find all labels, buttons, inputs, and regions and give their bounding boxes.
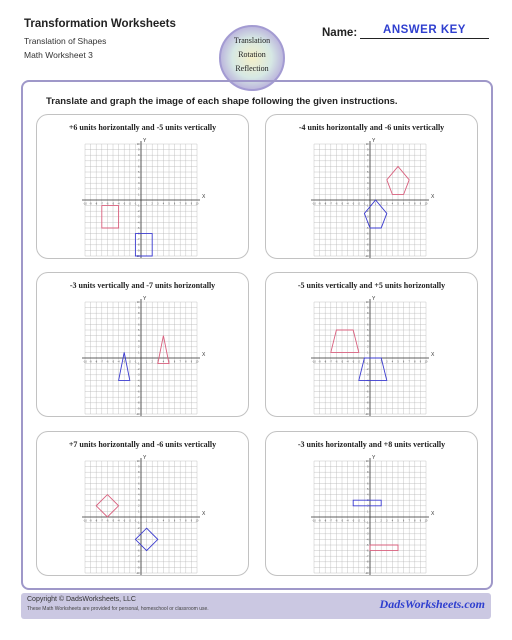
x-tick-label: 4 bbox=[391, 202, 394, 206]
x-tick-label: -4 bbox=[117, 519, 120, 523]
x-tick-label: -9 bbox=[89, 360, 92, 364]
x-tick-label: -4 bbox=[346, 202, 349, 206]
y-tick-label: 2 bbox=[367, 345, 369, 349]
x-tick-label: 5 bbox=[168, 519, 170, 523]
y-axis-label: Y bbox=[143, 138, 147, 144]
x-tick-label: 3 bbox=[157, 202, 159, 206]
x-tick-label: 8 bbox=[185, 519, 187, 523]
x-tick-label: -3 bbox=[123, 360, 126, 364]
problem-card-5 bbox=[36, 431, 249, 576]
y-tick-label: 5 bbox=[367, 487, 369, 491]
y-tick-label: -9 bbox=[366, 566, 369, 570]
y-tick-label: -10 bbox=[136, 254, 140, 258]
x-tick-label: -7 bbox=[329, 519, 332, 523]
x-tick-label: 7 bbox=[179, 202, 181, 206]
problem-label: -3 units horizontally and +8 units vertically bbox=[297, 440, 446, 449]
x-tick-label: 7 bbox=[179, 519, 181, 523]
y-tick-label: -3 bbox=[366, 532, 369, 536]
y-tick-label: 10 bbox=[136, 142, 140, 146]
x-tick-label: 10 bbox=[195, 202, 199, 206]
y-tick-label: 3 bbox=[367, 499, 369, 503]
problem-card-4 bbox=[265, 272, 478, 417]
x-tick-label: -3 bbox=[123, 202, 126, 206]
coordinate-grid bbox=[266, 115, 477, 258]
y-tick-label: -8 bbox=[137, 401, 140, 405]
x-tick-label: 8 bbox=[414, 360, 416, 364]
y-tick-label: -2 bbox=[137, 210, 140, 214]
y-tick-label: 1 bbox=[138, 193, 140, 197]
x-tick-label: 8 bbox=[185, 360, 187, 364]
footer-bar bbox=[21, 593, 491, 619]
y-tick-label: -3 bbox=[137, 373, 140, 377]
x-tick-label: -1 bbox=[363, 202, 366, 206]
x-axis-label: X bbox=[202, 511, 206, 517]
y-tick-label: -5 bbox=[366, 543, 369, 547]
y-tick-label: -5 bbox=[137, 543, 140, 547]
x-tick-label: -8 bbox=[95, 519, 98, 523]
y-tick-label: -8 bbox=[366, 243, 369, 247]
usage-note: These Math Worksheets are provided for personal, homeschool or classroom use. bbox=[27, 606, 209, 612]
x-tick-label: 2 bbox=[151, 202, 153, 206]
answer-key-field: ANSWER KEY bbox=[360, 24, 489, 39]
y-tick-label: 8 bbox=[367, 154, 369, 158]
y-tick-label: -4 bbox=[137, 538, 140, 542]
y-tick-label: -7 bbox=[137, 238, 140, 242]
worksheet-number: Math Worksheet 3 bbox=[24, 50, 93, 60]
x-tick-label: -4 bbox=[346, 519, 349, 523]
x-tick-label: 2 bbox=[380, 202, 382, 206]
x-tick-label: -3 bbox=[352, 519, 355, 523]
worksheet-subtitle: Translation of Shapes bbox=[24, 36, 107, 46]
x-tick-label: -8 bbox=[95, 360, 98, 364]
x-tick-label: -5 bbox=[340, 202, 344, 206]
copyright-text: Copyright © DadsWorksheets, LLC bbox=[27, 596, 136, 603]
y-tick-label: 6 bbox=[138, 165, 140, 169]
x-tick-label: -8 bbox=[324, 360, 327, 364]
y-tick-label: -4 bbox=[137, 221, 140, 225]
x-tick-label: -9 bbox=[89, 519, 92, 523]
y-tick-label: -10 bbox=[136, 412, 140, 416]
x-tick-label: 10 bbox=[424, 202, 428, 206]
y-tick-label: 7 bbox=[138, 476, 140, 480]
x-tick-label: -1 bbox=[134, 360, 137, 364]
x-tick-label: -8 bbox=[324, 202, 327, 206]
x-tick-label: -2 bbox=[357, 360, 360, 364]
y-tick-label: 3 bbox=[138, 182, 140, 186]
y-tick-label: 6 bbox=[367, 323, 369, 327]
x-tick-label: -9 bbox=[318, 360, 321, 364]
y-tick-label: -5 bbox=[366, 226, 369, 230]
logo-line-translation: Translation bbox=[233, 36, 271, 45]
y-tick-label: 4 bbox=[367, 176, 369, 180]
x-tick-label: 7 bbox=[179, 360, 181, 364]
y-tick-label: -2 bbox=[137, 368, 140, 372]
x-tick-label: -6 bbox=[106, 360, 109, 364]
y-tick-label: -9 bbox=[137, 566, 140, 570]
y-tick-label: 8 bbox=[138, 312, 140, 316]
x-tick-label: 5 bbox=[397, 202, 399, 206]
x-tick-label: 6 bbox=[173, 360, 176, 364]
y-tick-label: 4 bbox=[138, 493, 140, 497]
y-tick-label: -7 bbox=[366, 396, 369, 400]
x-tick-label: -10 bbox=[83, 360, 87, 364]
x-tick-label: 8 bbox=[414, 519, 416, 523]
x-tick-label: -5 bbox=[340, 360, 344, 364]
x-tick-label: -2 bbox=[128, 360, 131, 364]
problem-card-6 bbox=[265, 431, 478, 576]
y-tick-label: -8 bbox=[137, 560, 140, 564]
brand-logo: DadsWorksheets.com bbox=[379, 597, 485, 611]
y-tick-label: 3 bbox=[138, 340, 140, 344]
y-tick-label: 8 bbox=[367, 471, 369, 475]
x-tick-label: 5 bbox=[397, 360, 399, 364]
x-tick-label: -10 bbox=[312, 202, 316, 206]
y-tick-label: 1 bbox=[367, 510, 369, 514]
y-tick-label: -1 bbox=[137, 362, 140, 366]
name-label: Name: bbox=[322, 27, 358, 39]
y-tick-label: 5 bbox=[138, 170, 140, 174]
x-axis-label: X bbox=[431, 352, 435, 358]
x-tick-label: -1 bbox=[363, 519, 366, 523]
x-tick-label: 9 bbox=[419, 519, 422, 523]
worksheet-title: Transformation Worksheets bbox=[24, 18, 176, 30]
y-tick-label: 6 bbox=[138, 482, 140, 486]
x-axis-label: X bbox=[431, 194, 435, 200]
y-tick-label: 9 bbox=[367, 306, 369, 310]
x-tick-label: 2 bbox=[380, 519, 382, 523]
logo-line-reflection: Reflection bbox=[235, 64, 269, 73]
original-shape bbox=[370, 545, 398, 551]
y-tick-label: 1 bbox=[138, 351, 140, 355]
y-tick-label: 2 bbox=[138, 504, 140, 508]
x-tick-label: -9 bbox=[318, 519, 321, 523]
x-tick-label: -1 bbox=[134, 519, 137, 523]
y-tick-label: -7 bbox=[137, 396, 140, 400]
y-tick-label: 7 bbox=[367, 317, 369, 321]
y-tick-label: 3 bbox=[367, 182, 369, 186]
y-tick-label: -3 bbox=[366, 373, 369, 377]
y-axis-label: Y bbox=[372, 138, 376, 144]
y-tick-label: -6 bbox=[366, 549, 369, 553]
x-tick-label: 1 bbox=[145, 519, 148, 523]
y-tick-label: -8 bbox=[366, 401, 369, 405]
y-tick-label: -1 bbox=[137, 521, 140, 525]
x-tick-label: 3 bbox=[386, 360, 388, 364]
y-tick-label: 7 bbox=[138, 317, 140, 321]
y-tick-label: 1 bbox=[367, 193, 369, 197]
y-tick-label: 2 bbox=[367, 504, 369, 508]
y-tick-label: 5 bbox=[138, 328, 140, 332]
x-tick-label: -5 bbox=[340, 519, 344, 523]
y-tick-label: -5 bbox=[366, 384, 369, 388]
x-tick-label: 8 bbox=[185, 202, 187, 206]
x-tick-label: -10 bbox=[312, 519, 316, 523]
x-tick-label: -7 bbox=[329, 202, 332, 206]
y-tick-label: 4 bbox=[138, 176, 140, 180]
x-tick-label: -10 bbox=[312, 360, 316, 364]
x-tick-label: -7 bbox=[100, 202, 103, 206]
x-tick-label: -9 bbox=[89, 202, 92, 206]
y-tick-label: -6 bbox=[137, 549, 140, 553]
x-tick-label: 4 bbox=[391, 519, 394, 523]
x-tick-label: 4 bbox=[391, 360, 394, 364]
x-tick-label: 3 bbox=[386, 519, 388, 523]
y-tick-label: 3 bbox=[367, 340, 369, 344]
x-tick-label: 9 bbox=[190, 360, 193, 364]
x-tick-label: 1 bbox=[145, 202, 148, 206]
x-tick-label: -10 bbox=[83, 202, 87, 206]
y-tick-label: 2 bbox=[138, 187, 140, 191]
x-tick-label: 9 bbox=[190, 202, 193, 206]
problem-card-3 bbox=[36, 272, 249, 417]
x-tick-label: 6 bbox=[173, 202, 176, 206]
problem-label: -3 units vertically and -7 units horizontally bbox=[69, 281, 216, 290]
coordinate-grid bbox=[37, 115, 248, 258]
y-tick-label: -7 bbox=[366, 238, 369, 242]
y-tick-label: -3 bbox=[366, 215, 369, 219]
y-tick-label: -4 bbox=[366, 221, 369, 225]
x-tick-label: 6 bbox=[402, 519, 405, 523]
x-tick-label: -5 bbox=[111, 360, 115, 364]
coordinate-grid bbox=[37, 432, 248, 575]
x-tick-label: 6 bbox=[402, 360, 405, 364]
y-tick-label: 9 bbox=[367, 465, 369, 469]
y-tick-label: 10 bbox=[365, 459, 369, 463]
y-axis-label: Y bbox=[143, 296, 147, 302]
y-tick-label: 4 bbox=[367, 493, 369, 497]
x-tick-label: 5 bbox=[168, 360, 170, 364]
coordinate-grid bbox=[266, 273, 477, 416]
y-tick-label: 2 bbox=[138, 345, 140, 349]
x-tick-label: -2 bbox=[128, 519, 131, 523]
y-tick-label: 5 bbox=[367, 170, 369, 174]
x-tick-label: -6 bbox=[335, 519, 338, 523]
x-tick-label: -9 bbox=[318, 202, 321, 206]
x-tick-label: -8 bbox=[95, 202, 98, 206]
y-tick-label: -10 bbox=[365, 571, 369, 575]
y-tick-label: -4 bbox=[366, 538, 369, 542]
x-tick-label: 4 bbox=[162, 519, 165, 523]
y-tick-label: -9 bbox=[366, 249, 369, 253]
y-tick-label: -5 bbox=[137, 226, 140, 230]
y-tick-label: 7 bbox=[138, 159, 140, 163]
x-axis-label: X bbox=[431, 511, 435, 517]
x-tick-label: 10 bbox=[424, 519, 428, 523]
x-tick-label: -7 bbox=[329, 360, 332, 364]
y-tick-label: 10 bbox=[136, 459, 140, 463]
y-tick-label: -8 bbox=[137, 243, 140, 247]
y-tick-label: 8 bbox=[367, 312, 369, 316]
y-tick-label: -4 bbox=[366, 379, 369, 383]
x-tick-label: -3 bbox=[352, 202, 355, 206]
x-tick-label: 1 bbox=[374, 360, 377, 364]
y-tick-label: 1 bbox=[367, 351, 369, 355]
y-tick-label: 8 bbox=[138, 154, 140, 158]
y-tick-label: 9 bbox=[138, 148, 140, 152]
y-tick-label: 7 bbox=[367, 159, 369, 163]
y-tick-label: -1 bbox=[366, 521, 369, 525]
x-tick-label: -4 bbox=[117, 360, 120, 364]
x-tick-label: 7 bbox=[408, 202, 410, 206]
y-tick-label: 6 bbox=[367, 482, 369, 486]
x-tick-label: -3 bbox=[123, 519, 126, 523]
y-tick-label: -2 bbox=[366, 210, 369, 214]
x-tick-label: -7 bbox=[100, 519, 103, 523]
problem-card-2 bbox=[265, 114, 478, 259]
x-tick-label: 8 bbox=[414, 202, 416, 206]
x-tick-label: 9 bbox=[419, 360, 422, 364]
y-tick-label: 10 bbox=[136, 300, 140, 304]
x-tick-label: -5 bbox=[111, 202, 115, 206]
x-tick-label: 3 bbox=[386, 202, 388, 206]
x-tick-label: -6 bbox=[106, 202, 109, 206]
y-tick-label: 9 bbox=[367, 148, 369, 152]
y-tick-label: -2 bbox=[137, 527, 140, 531]
x-tick-label: -5 bbox=[111, 519, 115, 523]
problem-label: +7 units horizontally and -6 units vertically bbox=[68, 440, 217, 449]
y-tick-label: -8 bbox=[366, 560, 369, 564]
x-tick-label: 6 bbox=[402, 202, 405, 206]
logo-line-rotation: Rotation bbox=[238, 50, 266, 59]
y-tick-label: 10 bbox=[365, 142, 369, 146]
y-tick-label: -4 bbox=[137, 379, 140, 383]
y-tick-label: 5 bbox=[138, 487, 140, 491]
y-tick-label: -1 bbox=[366, 204, 369, 208]
y-tick-label: -10 bbox=[365, 412, 369, 416]
x-tick-label: -4 bbox=[117, 202, 120, 206]
x-tick-label: 1 bbox=[374, 519, 377, 523]
y-tick-label: -3 bbox=[137, 532, 140, 536]
x-tick-label: 7 bbox=[408, 360, 410, 364]
y-axis-label: Y bbox=[372, 296, 376, 302]
y-tick-label: -6 bbox=[366, 232, 369, 236]
y-tick-label: 4 bbox=[367, 334, 369, 338]
x-tick-label: -10 bbox=[83, 519, 87, 523]
x-tick-label: 10 bbox=[424, 360, 428, 364]
x-axis-label: X bbox=[202, 352, 206, 358]
y-tick-label: -2 bbox=[366, 368, 369, 372]
y-tick-label: -5 bbox=[137, 384, 140, 388]
x-tick-label: 1 bbox=[374, 202, 377, 206]
x-tick-label: -2 bbox=[357, 202, 360, 206]
x-tick-label: 9 bbox=[419, 202, 422, 206]
y-tick-label: 5 bbox=[367, 328, 369, 332]
x-tick-label: 10 bbox=[195, 519, 199, 523]
x-tick-label: -2 bbox=[357, 519, 360, 523]
y-tick-label: -3 bbox=[137, 215, 140, 219]
x-tick-label: -3 bbox=[352, 360, 355, 364]
x-tick-label: 2 bbox=[380, 360, 382, 364]
coordinate-grid bbox=[37, 273, 248, 416]
y-tick-label: 7 bbox=[367, 476, 369, 480]
x-tick-label: 5 bbox=[168, 202, 170, 206]
problem-card-1 bbox=[36, 114, 249, 259]
x-tick-label: 2 bbox=[151, 360, 153, 364]
x-tick-label: 1 bbox=[145, 360, 148, 364]
y-tick-label: 9 bbox=[138, 465, 140, 469]
y-tick-label: -10 bbox=[136, 571, 140, 575]
x-tick-label: 4 bbox=[162, 360, 165, 364]
y-axis-label: Y bbox=[143, 455, 147, 461]
problem-label: +6 units horizontally and -5 units vertically bbox=[68, 123, 217, 132]
y-tick-label: -7 bbox=[366, 555, 369, 559]
problem-label: -5 units vertically and +5 units horizontally bbox=[297, 281, 446, 290]
x-tick-label: -8 bbox=[324, 519, 327, 523]
y-tick-label: -9 bbox=[366, 407, 369, 411]
x-tick-label: 2 bbox=[151, 519, 153, 523]
y-tick-label: -1 bbox=[137, 204, 140, 208]
y-tick-label: -6 bbox=[137, 390, 140, 394]
x-tick-label: -7 bbox=[100, 360, 103, 364]
y-tick-label: -2 bbox=[366, 527, 369, 531]
coordinate-grid bbox=[266, 432, 477, 575]
x-tick-label: 9 bbox=[190, 519, 193, 523]
y-tick-label: 1 bbox=[138, 510, 140, 514]
problem-label: -4 units horizontally and -6 units vertically bbox=[298, 123, 445, 132]
y-tick-label: -10 bbox=[365, 254, 369, 258]
y-tick-label: 4 bbox=[138, 334, 140, 338]
y-tick-label: -6 bbox=[137, 232, 140, 236]
x-tick-label: -2 bbox=[128, 202, 131, 206]
y-tick-label: 3 bbox=[138, 499, 140, 503]
x-tick-label: -6 bbox=[335, 202, 338, 206]
y-tick-label: -9 bbox=[137, 249, 140, 253]
y-tick-label: 6 bbox=[367, 165, 369, 169]
x-tick-label: -1 bbox=[363, 360, 366, 364]
x-tick-label: 7 bbox=[408, 519, 410, 523]
x-tick-label: 6 bbox=[173, 519, 176, 523]
x-tick-label: -1 bbox=[134, 202, 137, 206]
x-tick-label: 10 bbox=[195, 360, 199, 364]
y-tick-label: 10 bbox=[365, 300, 369, 304]
y-tick-label: -9 bbox=[137, 407, 140, 411]
y-tick-label: 6 bbox=[138, 323, 140, 327]
y-tick-label: -6 bbox=[366, 390, 369, 394]
x-tick-label: -6 bbox=[335, 360, 338, 364]
y-tick-label: -1 bbox=[366, 362, 369, 366]
x-tick-label: -6 bbox=[106, 519, 109, 523]
x-tick-label: 5 bbox=[397, 519, 399, 523]
x-tick-label: 3 bbox=[157, 360, 159, 364]
x-tick-label: 3 bbox=[157, 519, 159, 523]
y-tick-label: 9 bbox=[138, 306, 140, 310]
y-tick-label: 8 bbox=[138, 471, 140, 475]
y-axis-label: Y bbox=[372, 455, 376, 461]
x-axis-label: X bbox=[202, 194, 206, 200]
y-tick-label: -7 bbox=[137, 555, 140, 559]
x-tick-label: 4 bbox=[162, 202, 165, 206]
y-tick-label: 2 bbox=[367, 187, 369, 191]
x-tick-label: -4 bbox=[346, 360, 349, 364]
instructions: Translate and graph the image of each shape following the given instructions. bbox=[46, 96, 398, 107]
